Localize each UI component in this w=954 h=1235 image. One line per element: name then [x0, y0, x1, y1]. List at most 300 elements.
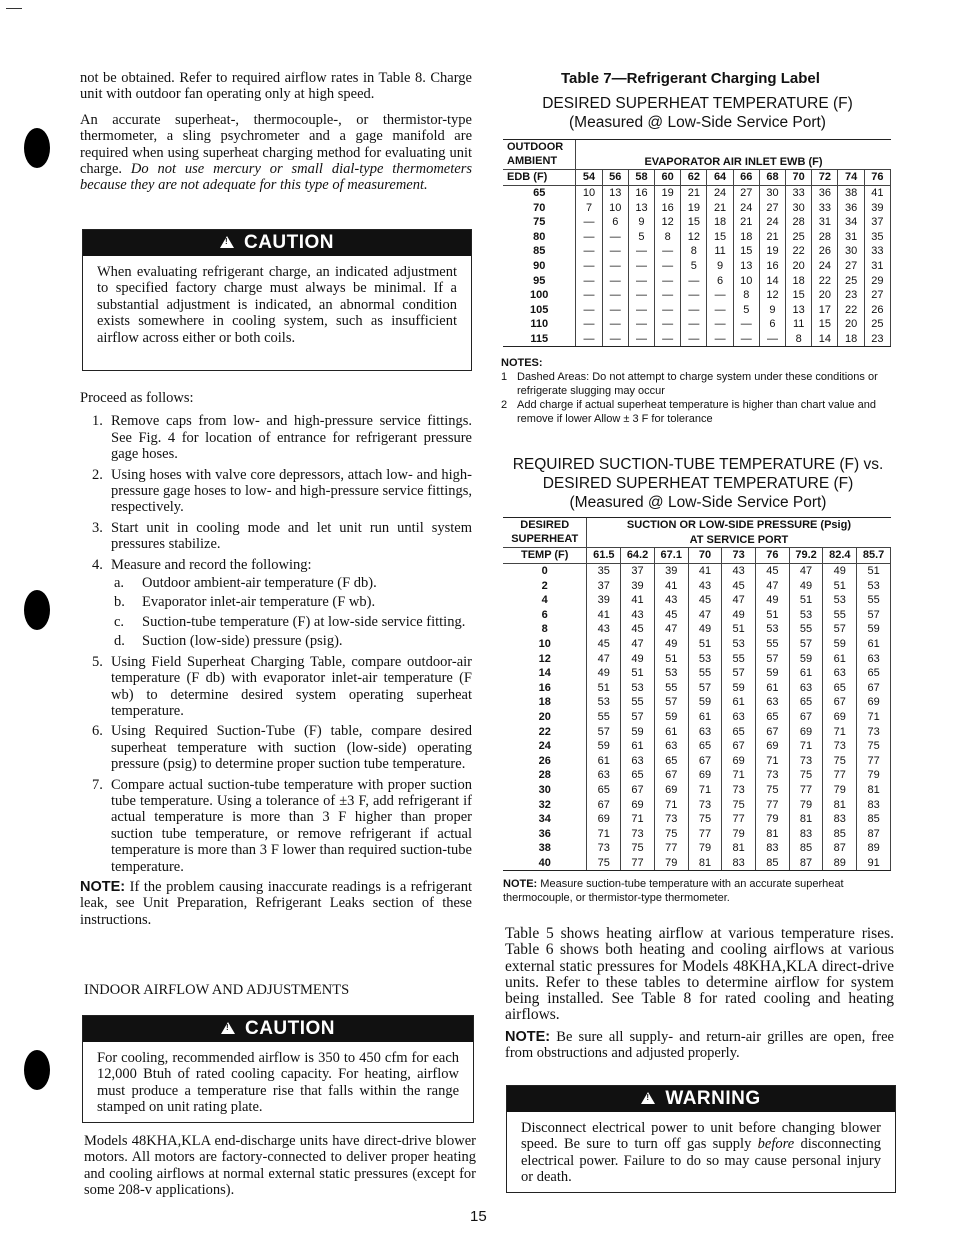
column-header: 61.5	[587, 548, 621, 564]
row-label: 4	[541, 594, 548, 607]
table-cell: 77	[756, 797, 790, 812]
table-cell: 65	[756, 710, 790, 725]
corner-mark	[6, 8, 22, 9]
row-label: 22	[538, 725, 551, 738]
table-cell: 91	[857, 856, 891, 871]
superheat-table-wrapper	[503, 139, 891, 347]
paragraph-thermometer	[80, 112, 472, 194]
table-row	[503, 724, 891, 739]
table-cell: 77	[789, 783, 823, 798]
table-row	[503, 593, 891, 608]
table-row	[503, 332, 891, 347]
table-cell: —	[628, 303, 654, 318]
row-label: 105	[530, 303, 549, 316]
table-cell: 61	[587, 754, 621, 769]
table-cell: 59	[823, 637, 857, 652]
table-cell: 69	[621, 797, 655, 812]
table-row	[503, 826, 891, 841]
step-number: 6.	[92, 723, 103, 740]
row-label: 30	[538, 783, 551, 796]
row-label: 115	[530, 333, 549, 346]
table-cell: 15	[812, 317, 838, 332]
table-cell: 43	[688, 578, 722, 593]
table-cell: 5	[681, 259, 707, 274]
procedure-section	[80, 390, 472, 928]
table-cell: 55	[722, 651, 756, 666]
table-cell: 22	[812, 273, 838, 288]
table-cell: 27	[759, 200, 785, 215]
table-cell: 73	[688, 797, 722, 812]
table2-body	[503, 563, 891, 870]
table-cell: 79	[789, 797, 823, 812]
table-cell: —	[628, 288, 654, 303]
table-cell: 57	[688, 681, 722, 696]
table-cell: 83	[789, 826, 823, 841]
table-row	[503, 681, 891, 696]
table-cell: 75	[756, 783, 790, 798]
table-cell: 55	[688, 666, 722, 681]
table-cell: 26	[812, 244, 838, 259]
table-cell: 37	[621, 563, 655, 578]
table-cell: 65	[722, 724, 756, 739]
table-cell: 63	[654, 739, 688, 754]
table-cell: 85	[823, 826, 857, 841]
notes-label: NOTES:	[501, 357, 543, 369]
table1-subtitle-line1: DESIRED SUPERHEAT TEMPERATURE (F)	[542, 95, 853, 112]
table-cell: 25	[864, 317, 890, 332]
column-header: 73	[722, 548, 756, 564]
page-number: 15	[470, 1208, 487, 1225]
table-cell: 41	[654, 578, 688, 593]
table-cell: 15	[786, 288, 812, 303]
table-cell: 53	[789, 608, 823, 623]
table1-body	[503, 185, 891, 346]
table-cell: 67	[789, 710, 823, 725]
table-cell: 85	[756, 856, 790, 871]
table-cell: 13	[786, 303, 812, 318]
step-text: Compare actual suction-tube temperature with proper suction tube temperature. Using a tolerance of ±3 F, add refrigerant if actual temperature is more than 3 F higher than proper suction tube temperature, or remove refrigerant if actual temperature is more than 3 F lower than required suction-tube temperature.	[111, 776, 472, 875]
table-cell: 36	[838, 200, 864, 215]
column-header: 66	[733, 170, 759, 186]
note-text: Add charge if actual superheat temperature is higher than chart value and remove if lower Allow ± 3 F for tolerance	[517, 399, 876, 425]
table-cell: 59	[587, 739, 621, 754]
table-cell: —	[576, 317, 602, 332]
thermometer-warning-italic: Do not use mercury or small dial-type thermometers because they are not adequate for this type of measurement.	[80, 161, 472, 194]
row-header-line: OUTDOOR	[507, 140, 564, 153]
paragraph-motors: Models 48KHA,KLA end-discharge units have direct-drive blower motors. All motors are factory-connected to deliver proper heating and cooling airflows at normal external static pressures (except for some 208-v applications).	[84, 1133, 476, 1199]
table-row	[503, 695, 891, 710]
table-cell: 71	[823, 724, 857, 739]
table-cell: —	[655, 273, 681, 288]
table-cell: —	[602, 303, 628, 318]
table-cell: 57	[621, 710, 655, 725]
table-cell: 75	[688, 812, 722, 827]
row-label: 14	[538, 667, 551, 680]
table-cell: 49	[688, 622, 722, 637]
table-row	[503, 841, 891, 856]
table-cell: 63	[688, 724, 722, 739]
table-cell: 47	[722, 593, 756, 608]
table-cell: 18	[733, 230, 759, 245]
table-cell: —	[733, 332, 759, 347]
table-cell: 24	[707, 185, 733, 200]
paragraph-airflow-reference: not be obtained. Refer to required airflow rates in Table 8. Charge unit with outdoor fan operating only at high speed.	[80, 70, 472, 103]
table-cell: 13	[733, 259, 759, 274]
table-cell: —	[655, 288, 681, 303]
table-cell: 36	[812, 185, 838, 200]
table-cell: 61	[654, 724, 688, 739]
row-label: 10	[538, 638, 551, 651]
table-cell: —	[576, 259, 602, 274]
row-label: 85	[533, 245, 546, 258]
substep-item	[111, 575, 472, 591]
column-header: 82.4	[823, 548, 857, 564]
table-cell: 5	[733, 303, 759, 318]
table-cell: 79	[654, 856, 688, 871]
table-cell: 73	[722, 783, 756, 798]
table-cell: —	[628, 259, 654, 274]
note-label: NOTE:	[505, 1029, 551, 1045]
table-cell: 65	[621, 768, 655, 783]
column-header: 74	[838, 170, 864, 186]
table-cell: —	[576, 273, 602, 288]
column-header: 76	[864, 170, 890, 186]
step-text: Using Field Superheat Charging Table, compare outdoor-air temperature (F db) with evaporator inlet-air temperature (F wb) to determine desired system operating superheat temperature.	[111, 653, 472, 719]
table-cell: 31	[864, 259, 890, 274]
table-cell: 47	[756, 578, 790, 593]
table-cell: —	[655, 317, 681, 332]
punch-hole-bottom	[24, 1050, 50, 1090]
table-cell: 71	[722, 768, 756, 783]
table-cell: 5	[628, 230, 654, 245]
table-cell: 51	[857, 563, 891, 578]
table-cell: 79	[722, 826, 756, 841]
table-cell: 20	[838, 317, 864, 332]
table-cell: —	[576, 230, 602, 245]
table-cell: 75	[789, 768, 823, 783]
note-text: Be sure all supply- and return-air grilles are open, free from obstructions and adjusted properly.	[505, 1029, 894, 1062]
punch-hole-top	[24, 128, 50, 168]
table-cell: 81	[756, 826, 790, 841]
table-cell: 81	[789, 812, 823, 827]
table-cell: —	[759, 332, 785, 347]
table-cell: 27	[838, 259, 864, 274]
table2-column-group-subheader: AT SERVICE PORT	[587, 533, 891, 548]
table-cell: 65	[823, 681, 857, 696]
step-text: Using Required Suction-Tube (F) table, compare desired superheat temperature with suction (low-side) operating pressure (psig) to determine proper suction tube temperature.	[111, 723, 472, 773]
table-cell: 6	[759, 317, 785, 332]
table-cell: 15	[707, 230, 733, 245]
warning-text-cont: disconnecting electrical power. Failure to do so may cause personal injury or death.	[521, 1136, 881, 1186]
table-row	[503, 563, 891, 578]
column-header: 64.2	[621, 548, 655, 564]
table-cell: 79	[756, 812, 790, 827]
table-cell: 45	[756, 563, 790, 578]
table-cell: 61	[789, 666, 823, 681]
column-header: 64	[707, 170, 733, 186]
table-row	[503, 230, 891, 245]
table-cell: 69	[688, 768, 722, 783]
row-label: 16	[538, 681, 551, 694]
table-row	[503, 244, 891, 259]
table-cell: 21	[759, 230, 785, 245]
table-cell: —	[707, 303, 733, 318]
table-cell: 73	[756, 768, 790, 783]
table-row	[503, 215, 891, 230]
table-cell: 51	[823, 578, 857, 593]
table-cell: 69	[789, 724, 823, 739]
table-cell: 39	[587, 593, 621, 608]
table-row	[503, 783, 891, 798]
table-cell: 65	[587, 783, 621, 798]
substep-item	[111, 614, 472, 630]
table-cell: 63	[823, 666, 857, 681]
table-cell: 53	[823, 593, 857, 608]
table-cell: 20	[786, 259, 812, 274]
table-cell: 73	[654, 812, 688, 827]
table-cell: —	[576, 288, 602, 303]
table-cell: 31	[838, 230, 864, 245]
table-cell: 67	[857, 681, 891, 696]
table-cell: 18	[707, 215, 733, 230]
table-cell: 61	[722, 695, 756, 710]
table-cell: —	[655, 332, 681, 347]
table-cell: 89	[823, 856, 857, 871]
substep-letter: a.	[114, 575, 125, 592]
table-cell: 71	[621, 812, 655, 827]
table-cell: 41	[864, 185, 890, 200]
table-cell: 57	[789, 637, 823, 652]
row-label: 28	[538, 769, 551, 782]
table-cell: 59	[688, 695, 722, 710]
table-cell: —	[602, 230, 628, 245]
table-cell: 71	[789, 739, 823, 754]
row-label: 100	[530, 289, 549, 302]
row-header-line: TEMP (F)	[503, 548, 587, 564]
table-cell: —	[681, 288, 707, 303]
table-cell: 37	[587, 578, 621, 593]
table-cell: 75	[823, 754, 857, 769]
table-cell: 30	[786, 200, 812, 215]
table-cell: 9	[707, 259, 733, 274]
table-cell: 69	[823, 710, 857, 725]
caution-header	[83, 230, 471, 256]
table-row	[503, 666, 891, 681]
table-cell: 63	[621, 754, 655, 769]
table-cell: 20	[812, 288, 838, 303]
table-cell: 69	[654, 783, 688, 798]
table-cell: 59	[654, 710, 688, 725]
table-cell: 33	[864, 244, 890, 259]
table-cell: 47	[587, 651, 621, 666]
table-row	[503, 288, 891, 303]
table-cell: 12	[655, 215, 681, 230]
table-cell: 75	[654, 826, 688, 841]
row-label: 40	[538, 856, 551, 869]
table-cell: 57	[756, 651, 790, 666]
row-label: 80	[533, 230, 546, 243]
table-cell: 18	[838, 332, 864, 347]
column-header: 54	[576, 170, 602, 186]
table-cell: —	[733, 317, 759, 332]
table-cell: 85	[857, 812, 891, 827]
row-label: 95	[533, 274, 546, 287]
suction-table-wrapper	[503, 517, 891, 871]
warning-header	[507, 1086, 895, 1112]
row-label: 110	[530, 318, 549, 331]
step-number: 1.	[92, 413, 103, 430]
step-number: 2.	[92, 466, 103, 483]
table-cell: 28	[786, 215, 812, 230]
warning-label: WARNING	[665, 1088, 761, 1109]
note-item	[501, 370, 896, 398]
table1-notes	[501, 356, 896, 426]
caution-header	[83, 1016, 473, 1042]
table-row	[503, 856, 891, 871]
table-cell: 29	[864, 273, 890, 288]
step-item	[80, 557, 472, 650]
table-row	[503, 797, 891, 812]
table-cell: 55	[756, 637, 790, 652]
row-label: 6	[541, 608, 548, 621]
column-header: 56	[602, 170, 628, 186]
table-cell: 55	[587, 710, 621, 725]
table-cell: 24	[733, 200, 759, 215]
table-row	[503, 812, 891, 827]
substep-letter: d.	[114, 633, 125, 650]
table-cell: 55	[654, 681, 688, 696]
table-cell: 28	[812, 230, 838, 245]
step-number: 7.	[92, 776, 103, 793]
table-cell: 11	[707, 244, 733, 259]
table-cell: 41	[688, 563, 722, 578]
table-cell: 53	[722, 637, 756, 652]
row-label: 12	[538, 652, 551, 665]
row-label: 24	[538, 740, 551, 753]
table-cell: 71	[587, 826, 621, 841]
thermometer-text: An accurate superheat-, thermocouple-, or thermistor-type thermometer, a sling psychrometer and a gage manifold are required when using superheat charging method for evaluating unit charge.	[80, 111, 472, 178]
substep-letter: c.	[114, 613, 125, 630]
table-cell: 81	[722, 841, 756, 856]
table-cell: 53	[587, 695, 621, 710]
table-cell: 67	[587, 797, 621, 812]
table-cell: 81	[823, 797, 857, 812]
punch-hole-middle	[24, 590, 50, 630]
table-row	[503, 739, 891, 754]
table-cell: 71	[756, 754, 790, 769]
column-header: 79.2	[789, 548, 823, 564]
table-cell: 61	[756, 681, 790, 696]
table-cell: 69	[857, 695, 891, 710]
table-cell: 53	[756, 622, 790, 637]
row-label: 32	[538, 798, 551, 811]
table-cell: 77	[823, 768, 857, 783]
table-cell: 55	[823, 608, 857, 623]
warning-italic: before	[757, 1136, 795, 1153]
table-cell: 16	[759, 259, 785, 274]
table-cell: 87	[789, 856, 823, 871]
step-item	[80, 413, 472, 462]
suction-table	[503, 518, 891, 870]
table-cell: 79	[823, 783, 857, 798]
caution-message: When evaluating refrigerant charge, an indicated adjustment to specified factory charge must always be minimal. If a substantial adjustment is indicated, an abnormal condition exists somewhere in cooling system, such as insufficient airflow across either or both coils.	[97, 264, 457, 346]
table-cell: 47	[789, 563, 823, 578]
table-cell: 77	[688, 826, 722, 841]
table-cell: 25	[786, 230, 812, 245]
table-cell: 38	[838, 185, 864, 200]
paragraph-table5: Table 5 shows heating airflow at various temperature rises. Table 6 shows both heating and cooling airflows at various external static pressures for Models 48KHA,KLA direct-drive units. Refer to these tables to determine airflow for system being installed. See Table 8 for rated cooling and heating airflows.	[505, 925, 894, 1024]
row-label: 18	[538, 696, 551, 709]
table-cell: 87	[823, 841, 857, 856]
note-item	[501, 398, 896, 426]
table-cell: —	[655, 259, 681, 274]
table-cell: 8	[681, 244, 707, 259]
table-cell: 53	[688, 651, 722, 666]
table-cell: 33	[812, 200, 838, 215]
table-cell: 6	[602, 215, 628, 230]
table1-column-group-header: EVAPORATOR AIR INLET EWB (F)	[576, 140, 891, 170]
substeps	[111, 575, 472, 650]
table-cell: 85	[789, 841, 823, 856]
table-row	[503, 768, 891, 783]
note-label: NOTE:	[80, 878, 126, 895]
table-cell: —	[681, 317, 707, 332]
table-cell: 24	[759, 215, 785, 230]
note-text: Dashed Areas: Do not attempt to charge system under these conditions or refrigerate slugging may occur	[517, 371, 878, 397]
table-cell: 73	[857, 724, 891, 739]
table-cell: 49	[654, 637, 688, 652]
column-header: 85.7	[857, 548, 891, 564]
table2-title-line1: REQUIRED SUCTION-TUBE TEMPERATURE (F) vs.	[512, 456, 884, 473]
table-cell: —	[602, 317, 628, 332]
table-cell: 21	[707, 200, 733, 215]
table-cell: 13	[628, 200, 654, 215]
table-cell: 49	[823, 563, 857, 578]
table-cell: 43	[587, 622, 621, 637]
table-cell: 77	[654, 841, 688, 856]
substep-item	[111, 633, 472, 649]
table2-note	[503, 877, 898, 905]
table-cell: 51	[654, 651, 688, 666]
table-cell: —	[681, 332, 707, 347]
table-cell: 8	[733, 288, 759, 303]
table-cell: 73	[621, 826, 655, 841]
row-header-line: AMBIENT	[507, 155, 558, 168]
caution-label: CAUTION	[244, 1018, 336, 1039]
table-cell: 61	[823, 651, 857, 666]
column-header: 70	[688, 548, 722, 564]
table-cell: 19	[655, 185, 681, 200]
table-cell: 77	[722, 812, 756, 827]
table2-title-line2: DESIRED SUPERHEAT TEMPERATURE (F)	[542, 475, 854, 492]
step-item	[80, 654, 472, 720]
table-cell: 16	[655, 200, 681, 215]
table2-column-headers	[503, 548, 891, 564]
table-cell: 21	[681, 185, 707, 200]
table-cell: 7	[576, 200, 602, 215]
caution-box-charge	[82, 229, 472, 371]
table-cell: 77	[857, 754, 891, 769]
table-row	[503, 317, 891, 332]
note-text: Measure suction-tube temperature with an accurate superheat thermocouple, or thermistor-type thermometer.	[503, 878, 844, 904]
table-cell: 22	[838, 303, 864, 318]
table-cell: 13	[602, 185, 628, 200]
table-cell: 26	[864, 303, 890, 318]
table-row	[503, 608, 891, 623]
column-header: 70	[786, 170, 812, 186]
column-header: 68	[759, 170, 785, 186]
table-cell: —	[576, 303, 602, 318]
